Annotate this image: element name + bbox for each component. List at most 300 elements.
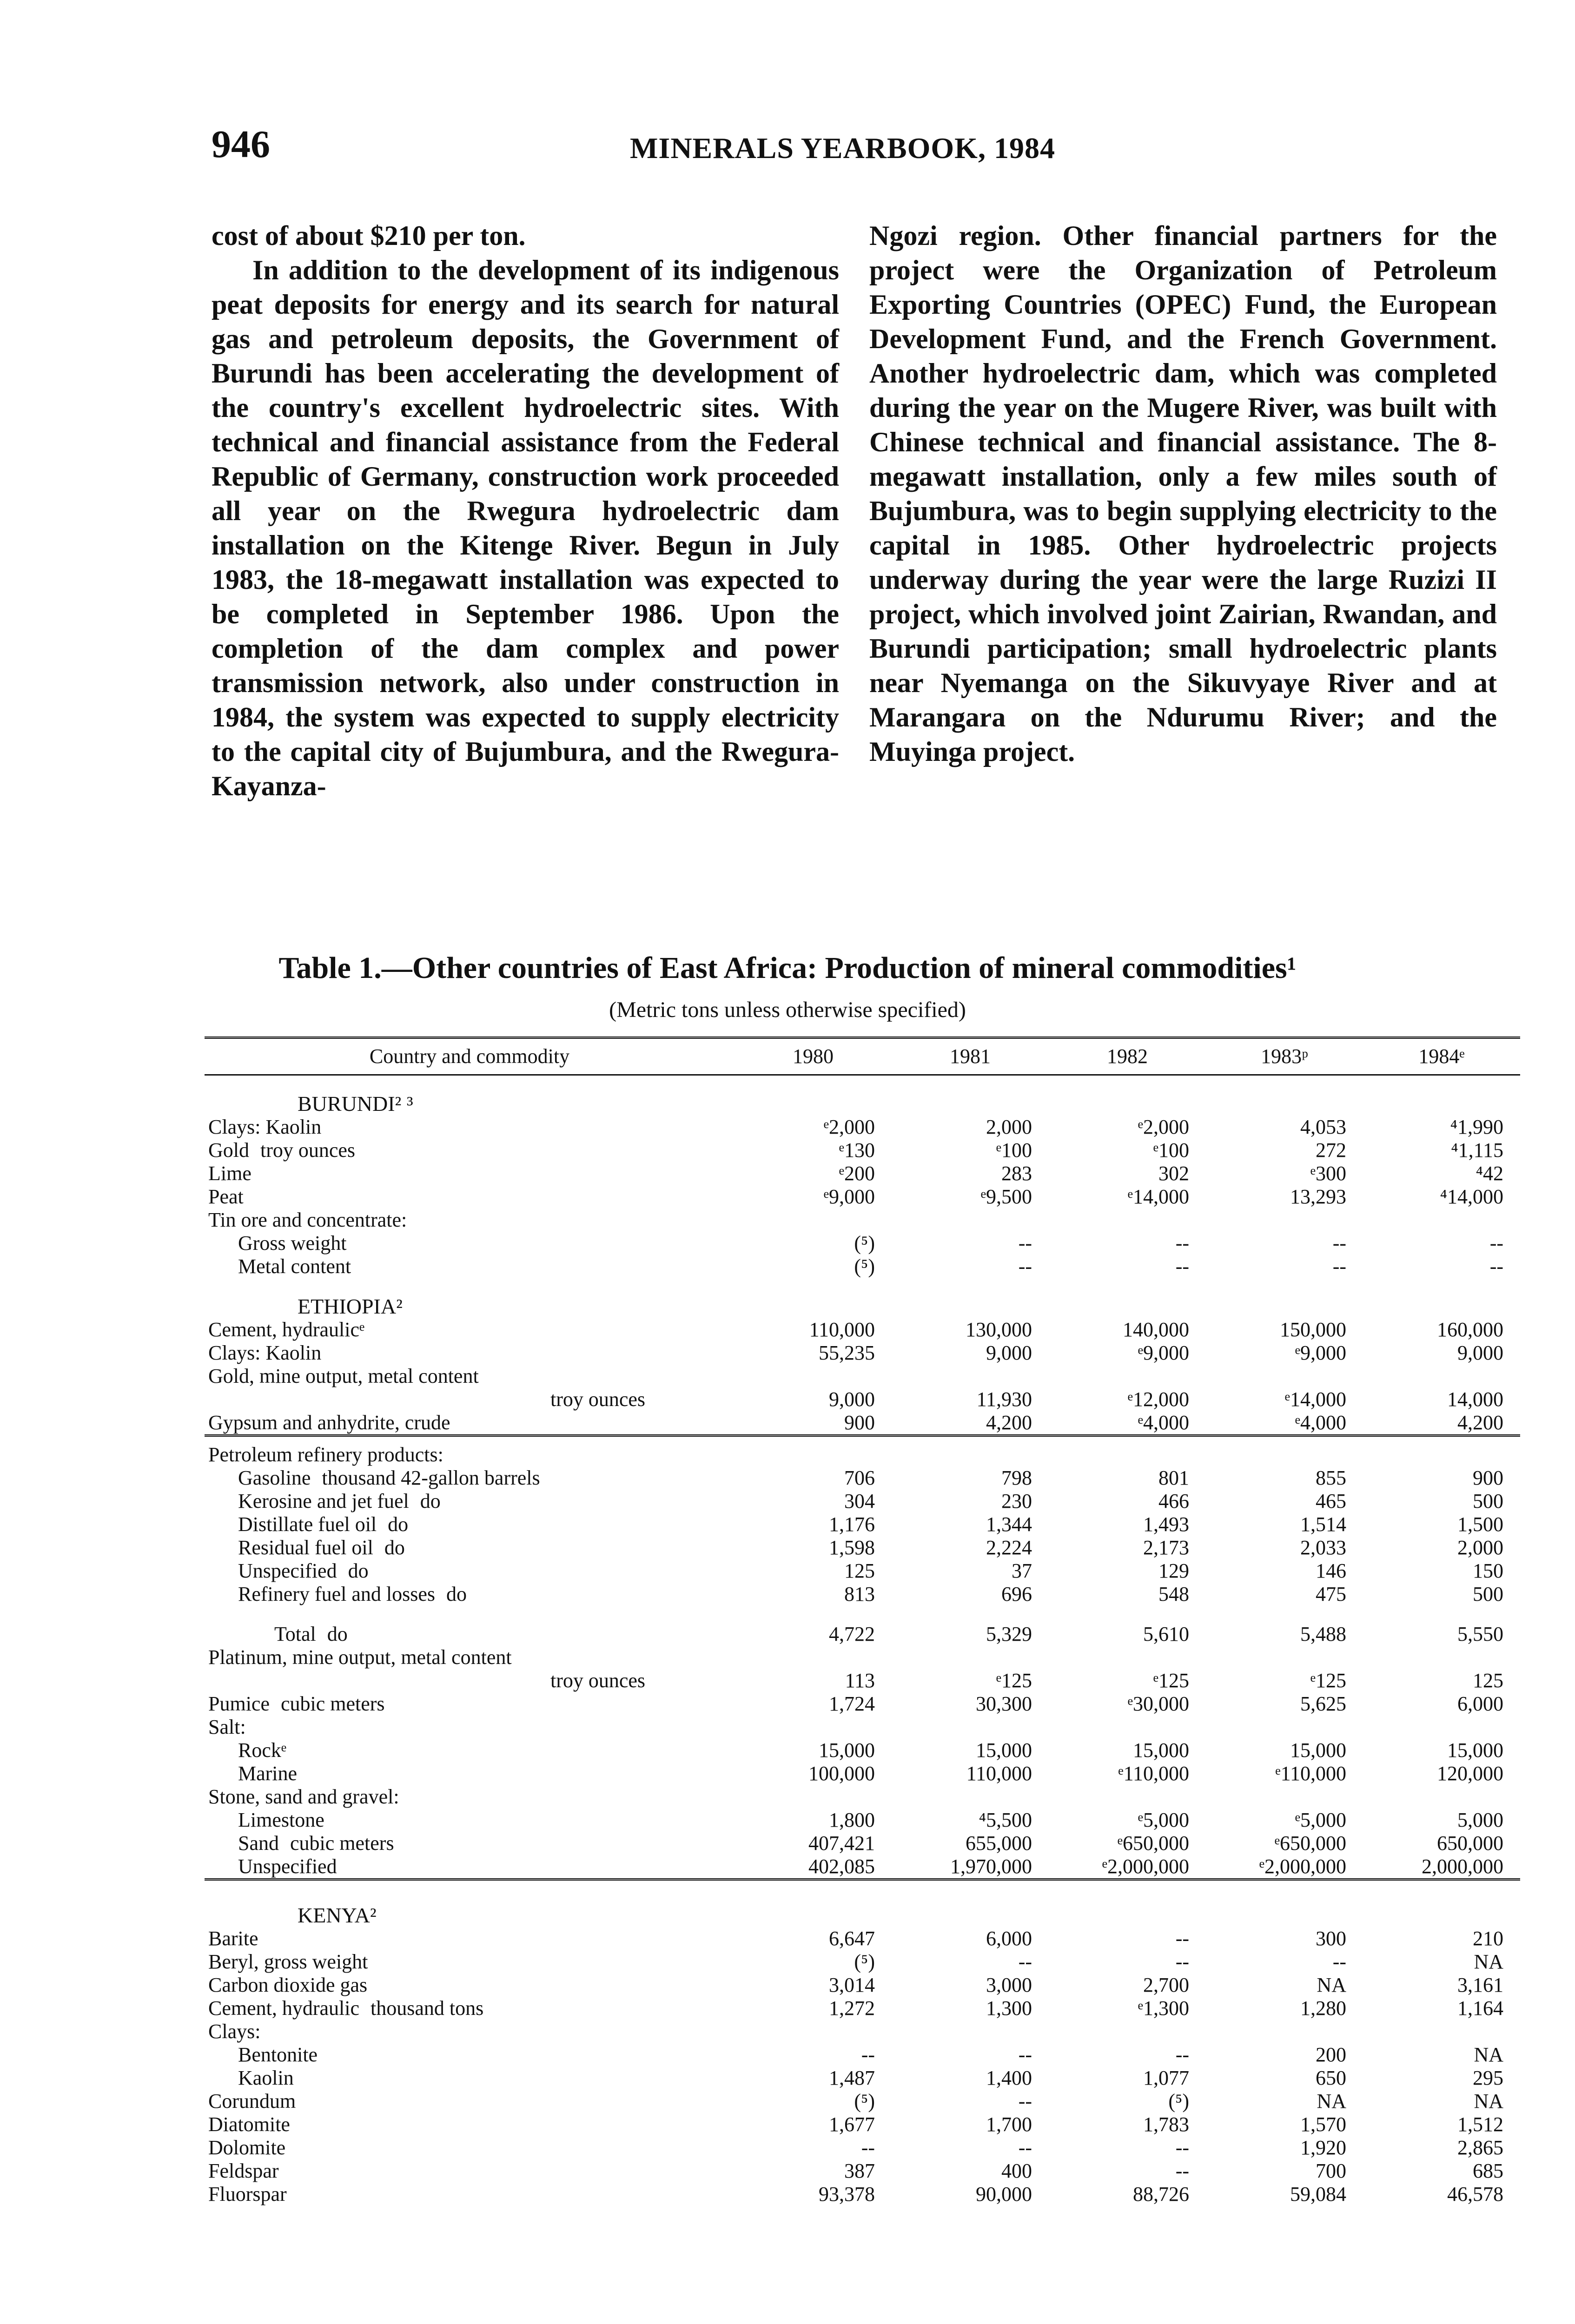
value-cell: 6,647 [829,1927,875,1950]
value-cell: 2,224 [986,1536,1032,1559]
value-cell: 140,000 [1123,1318,1189,1341]
value-cell: ᵉ14,000 [1284,1388,1346,1411]
commodity-label: Unspecified [238,1855,337,1878]
value-cell: ⁴42 [1476,1162,1503,1185]
commodity-label: Gross weight [238,1232,347,1254]
commodity-cell [205,1809,735,1832]
value-cell: 15,000 [1447,1739,1503,1762]
value-cell: 798 [1001,1466,1032,1489]
commodity-cell [205,1739,735,1762]
table-row [205,1809,1520,1832]
table-body [205,1075,1520,2206]
commodity-cell [205,1116,735,1139]
commodity-cell [205,2090,735,2113]
value-cell: 402,085 [808,1855,875,1878]
unit-label: thousand 42-gallon barrels [322,1466,540,1489]
group-heading-row [205,1785,1520,1809]
running-title: MINERALS YEARBOOK, 1984 [630,132,1055,165]
table-row [205,1466,1520,1490]
value-cell: -- [1175,2136,1189,2159]
table-row [205,1318,1520,1341]
value-cell: -- [1018,2090,1032,2113]
commodity-cell [205,1927,735,1950]
value-cell: NA [1474,2043,1503,2066]
value-cell: NA [1317,2090,1346,2113]
value-cell: ᵉ2,000 [823,1116,875,1138]
commodity-label: Sand [238,1832,279,1855]
value-cell: 855 [1316,1466,1346,1489]
value-cell: 1,570 [1300,2113,1346,2136]
value-cell: 15,000 [819,1739,875,1762]
country-name: ETHIOPIA² [298,1294,403,1318]
value-cell: 5,610 [1143,1623,1189,1645]
commodity-label: Limestone [238,1809,324,1831]
value-cell: -- [1018,2136,1032,2159]
commodity-label: Carbon dioxide gas [208,1974,368,1996]
value-cell: 685 [1473,2159,1503,2182]
paragraph: Ngozi region. Other financial partners for the project were the Organization of Petroleum Exporting Countries (OPEC) Fund, the European Development Fund, and the French Government. Another hydroelectric dam, which was completed during the year on the Mugere River, was built with Chinese technical and financial assistance. The 8-megawatt installation, only a few miles south of Bujumbura, was to begin supplying electricity to the capital in 1985. Other hydroelectric projects underway during the year were the large Ruzizi II project, which involved joint Zairian, Rwandan, and Burundi participation; small hydroelectric plants near Nyemanga on the Sikuvyaye River and at Marangara on the Ndurumu River; and the Muyinga project. [869,220,1497,767]
table-row [205,1855,1520,1880]
commodity-label: Diatomite [208,2113,290,2136]
commodity-label: Cement, hydraulic [208,1997,360,2020]
value-cell: ᵉ650,000 [1117,1832,1189,1855]
commodity-label: Kerosine and jet fuel [238,1490,409,1512]
value-cell: 5,000 [1457,1809,1503,1831]
group-heading-row [205,1443,1520,1466]
commodity-cell [205,1255,735,1278]
value-cell: 655,000 [966,1832,1032,1855]
table-row [205,1139,1520,1162]
value-cell: 2,000 [1457,1536,1503,1559]
group-heading-row [205,2020,1520,2043]
commodity-cell [205,1162,735,1185]
value-cell: 93,378 [819,2183,875,2205]
value-cell: 150,000 [1280,1318,1346,1341]
value-cell: 129 [1158,1559,1189,1582]
value-cell: -- [1175,1927,1189,1950]
value-cell: 500 [1473,1583,1503,1605]
value-cell: 2,700 [1143,1974,1189,1996]
commodity-label: Residual fuel oil [238,1536,373,1559]
commodity-cell [205,1466,735,1490]
value-cell: 46,578 [1447,2183,1503,2205]
value-cell: 3,014 [829,1974,875,1996]
value-cell: 1,487 [829,2067,875,2089]
value-cell: ᵉ125 [1153,1669,1189,1692]
value-cell: (⁵) [854,1950,875,1973]
commodity-cell [205,1536,735,1559]
commodity-cell [205,2067,735,2090]
commodity-cell [205,1185,735,1208]
commodity-cell [205,1513,735,1536]
table-row [205,2136,1520,2159]
value-cell: ᵉ100 [1153,1139,1189,1162]
table-row [205,1411,1520,1436]
value-cell: 210 [1473,1927,1503,1950]
commodity-label: Beryl, gross weight [208,1950,368,1973]
commodity-label: Gypsum and anhydrite, crude [208,1411,450,1434]
value-cell: 900 [1473,1466,1503,1489]
commodity-cell [205,1411,735,1436]
group-heading-row [205,1208,1520,1232]
value-cell: 466 [1158,1490,1189,1512]
value-cell: 1,970,000 [950,1855,1032,1878]
country-heading-row [205,1278,1520,1318]
country-name: BURUNDI² ³ [298,1092,413,1116]
commodity-cell [205,2113,735,2136]
value-cell: -- [1489,1232,1503,1254]
value-cell: 475 [1316,1583,1346,1605]
commodity-label: Lime [208,1162,251,1185]
unit-label: troy ounces [550,1669,646,1692]
value-cell: 300 [1316,1927,1346,1950]
table-title: Table 1.—Other countries of East Africa: Production of mineral commodities¹ [278,951,1297,985]
group-heading: Tin ore and concentrate: [208,1208,407,1231]
commodity-cell [205,1623,735,1646]
value-cell: -- [1332,1232,1346,1254]
value-cell: -- [1489,1255,1503,1278]
value-cell: 2,033 [1300,1536,1346,1559]
value-cell: ᵉ2,000 [1138,1116,1189,1138]
value-cell: 4,053 [1300,1116,1346,1138]
group-heading: Gold, mine output, metal content [208,1365,479,1387]
value-cell: 3,161 [1457,1974,1503,1996]
value-cell: 1,800 [829,1809,875,1831]
column-header: 1982 [1049,1038,1206,1075]
value-cell: 1,920 [1300,2136,1346,2159]
value-cell: 9,000 [1457,1341,1503,1364]
value-cell: (⁵) [854,1232,875,1254]
commodity-label: Feldspar [208,2159,279,2182]
value-cell: 1,598 [829,1536,875,1559]
value-cell: ᵉ14,000 [1127,1185,1189,1208]
table-row [205,2090,1520,2113]
value-cell: 9,000 [986,1341,1032,1364]
section-divider [205,1436,1520,1444]
value-cell: 1,176 [829,1513,875,1536]
table-row [205,1950,1520,1974]
page-number: 946 [212,123,270,166]
value-cell: (⁵) [854,1255,875,1278]
country-heading-row [205,1887,1520,1927]
value-cell: 1,700 [986,2113,1032,2136]
unit-label: thousand tons [371,1997,484,2020]
value-cell: 1,677 [829,2113,875,2136]
value-cell: 9,000 [829,1388,875,1411]
value-cell: ᵉ30,000 [1127,1692,1189,1715]
value-cell: 1,344 [986,1513,1032,1536]
value-cell: 90,000 [976,2183,1032,2205]
value-cell: -- [1018,1950,1032,1973]
value-cell: -- [1332,1255,1346,1278]
value-cell: 6,000 [1457,1692,1503,1715]
commodity-cell [205,1232,735,1255]
value-cell: -- [1175,1255,1189,1278]
value-cell: 1,400 [986,2067,1032,2089]
value-cell: ᵉ5,000 [1295,1809,1346,1831]
commodity-cell [205,1997,735,2020]
value-cell: 5,625 [1300,1692,1346,1715]
value-cell: -- [861,2043,875,2066]
commodity-label: Gold [208,1139,249,1162]
value-cell: ᵉ1,300 [1138,1997,1189,2020]
commodity-label: Total [274,1623,316,1645]
table-row [205,2113,1520,2136]
value-cell: 1,493 [1143,1513,1189,1536]
value-cell: -- [1175,2043,1189,2066]
unit-label: do [446,1583,467,1605]
value-cell: 900 [844,1411,875,1434]
commodity-label: Peat [208,1185,244,1208]
value-cell: 125 [844,1559,875,1582]
column-header: 1980 [735,1038,892,1075]
value-cell: 813 [844,1583,875,1605]
value-cell: ⁴14,000 [1440,1185,1503,1208]
value-cell: ⁴5,500 [979,1809,1032,1831]
value-cell: 120,000 [1437,1762,1503,1785]
table-row [205,1116,1520,1139]
unit-label: cubic meters [290,1832,394,1855]
commodity-label: Marine [238,1762,298,1785]
value-cell: ᵉ110,000 [1118,1762,1189,1785]
value-cell: 1,512 [1457,2113,1503,2136]
table-row [205,2183,1520,2206]
value-cell: 110,000 [966,1762,1032,1785]
value-cell: -- [1018,1232,1032,1254]
value-cell: 1,783 [1143,2113,1189,2136]
value-cell: 146 [1316,1559,1346,1582]
value-cell: 2,865 [1457,2136,1503,2159]
commodity-cell [205,1139,735,1162]
commodity-label: Fluorspar [208,2183,287,2205]
value-cell: 1,280 [1300,1997,1346,2020]
value-cell: 130,000 [966,1318,1032,1341]
paragraph: cost of about $210 per ton. [212,220,526,251]
country-name: KENYA² [298,1903,377,1927]
value-cell: 283 [1001,1162,1032,1185]
commodity-cell [205,1692,735,1716]
group-heading: Stone, sand and gravel: [208,1785,399,1808]
value-cell: -- [1175,1232,1189,1254]
value-cell: 387 [844,2159,875,2182]
unit-label: do [420,1490,441,1512]
value-cell: 2,000 [986,1116,1032,1138]
table-subtitle: (Metric tons unless otherwise specified) [609,997,966,1022]
table-row [205,1162,1520,1185]
table-row [205,1997,1520,2020]
value-cell: (⁵) [1168,2090,1189,2113]
value-cell: 37 [1012,1559,1032,1582]
value-cell: 88,726 [1133,2183,1189,2205]
value-cell: ᵉ125 [1310,1669,1346,1692]
value-cell: ᵉ9,000 [1295,1341,1346,1364]
table-row [205,1341,1520,1365]
unit-label: troy ounces [550,1388,646,1411]
table-row [205,1762,1520,1785]
table-row [205,1513,1520,1536]
commodity-cell [205,1341,735,1365]
value-cell: 150 [1473,1559,1503,1582]
commodity-label: Rockᵉ [238,1739,287,1762]
commodity-cell [205,2136,735,2159]
value-cell: 13,293 [1290,1185,1346,1208]
table-row [205,1927,1520,1950]
value-cell: 5,488 [1300,1623,1346,1645]
group-heading-row [205,1365,1520,1388]
value-cell: 1,500 [1457,1513,1503,1536]
group-heading-row [205,1646,1520,1669]
divider-cell [205,1880,1520,1888]
commodity-cell [205,1832,735,1855]
commodity-label: Pumice [208,1692,270,1715]
value-cell: 125 [1473,1669,1503,1692]
column-header: Country and commodity [205,1038,735,1075]
value-cell: 1,724 [829,1692,875,1715]
table-row [205,1388,1520,1411]
value-cell: 6,000 [986,1927,1032,1950]
text-column-right [869,218,1497,769]
commodity-label: Dolomite [208,2136,286,2159]
unit-label: cubic meters [280,1692,385,1715]
value-cell: NA [1474,2090,1503,2113]
commodity-label: Kaolin [238,2067,294,2089]
value-cell: 160,000 [1437,1318,1503,1341]
text-column-left [212,218,839,803]
value-cell: 1,514 [1300,1513,1346,1536]
value-cell: 272 [1316,1139,1346,1162]
commodity-label: Distillate fuel oil [238,1513,377,1536]
value-cell: 110,000 [809,1318,875,1341]
value-cell: NA [1317,1974,1346,1996]
value-cell: 801 [1158,1466,1189,1489]
table-row [205,1739,1520,1762]
value-cell: 400 [1001,2159,1032,2182]
table-header-row [205,1038,1520,1075]
value-cell: 4,200 [1457,1411,1503,1434]
commodity-label: Clays: Kaolin [208,1116,322,1138]
value-cell: 650,000 [1437,1832,1503,1855]
commodity-label: Unspecified [238,1559,337,1582]
commodity-cell [205,1950,735,1974]
value-cell: 548 [1158,1583,1189,1605]
spacer-row [205,1606,1520,1623]
column-header: 1981 [892,1038,1049,1075]
value-cell: 14,000 [1447,1388,1503,1411]
column-header: 1983ᵖ [1206,1038,1363,1075]
value-cell: 465 [1316,1490,1346,1512]
value-cell: 407,421 [808,1832,875,1855]
value-cell: 700 [1316,2159,1346,2182]
unit-label: do [348,1559,369,1582]
value-cell: 696 [1001,1583,1032,1605]
table-row [205,1832,1520,1855]
table-row [205,1623,1520,1646]
value-cell: 230 [1001,1490,1032,1512]
value-cell: 1,272 [829,1997,875,2020]
commodity-cell [205,2043,735,2067]
value-cell: -- [1332,1950,1346,1973]
country-heading-row [205,1075,1520,1116]
table-row [205,2159,1520,2183]
page-header [212,122,1095,173]
paragraph: In addition to the development of its indigenous peat deposits for energy and its search for natural gas and petroleum deposits, the Government of Burundi has been accelerating the development of the country's excellent hydroelectric sites. With technical and financial assistance from the Federal Republic of Germany, construction work proceeded all year on the Rwegura hydroelectric dam installation on the Kitenge River. Begun in July 1983, the 18-megawatt installation was expected to be completed in September 1986. Upon the completion of the dam complex and power transmission network, also under construction in 1984, the system was expected to supply electricity to the capital city of Bujumbura, and the Rwegura-Kayanza- [212,255,839,801]
value-cell: ᵉ300 [1310,1162,1346,1185]
commodity-cell [205,2159,735,2183]
value-cell: 650 [1316,2067,1346,2089]
unit-label: do [388,1513,409,1536]
value-cell: 304 [844,1490,875,1512]
value-cell: -- [1018,1255,1032,1278]
value-cell: 113 [845,1669,875,1692]
value-cell: -- [1175,2159,1189,2182]
commodity-cell [205,1855,735,1880]
value-cell: 4,722 [829,1623,875,1645]
value-cell: 500 [1473,1490,1503,1512]
value-cell: ᵉ5,000 [1138,1809,1189,1831]
value-cell: 2,000,000 [1422,1855,1503,1878]
value-cell: ᵉ2,000,000 [1259,1855,1346,1878]
value-cell: ᵉ9,500 [980,1185,1032,1208]
value-cell: ᵉ4,000 [1138,1411,1189,1434]
group-heading-row [205,1716,1520,1739]
table-row [205,1185,1520,1208]
commodity-cell [205,1490,735,1513]
group-heading: Clays: [208,2020,261,2043]
commodity-cell [205,1559,735,1583]
value-cell: 15,000 [1133,1739,1189,1762]
commodity-label: Refinery fuel and losses [238,1583,435,1605]
value-cell: -- [1175,1950,1189,1973]
commodity-label: Cement, hydraulicᵉ [208,1318,365,1341]
value-cell: -- [1018,2043,1032,2066]
value-cell: (⁵) [854,2090,875,2113]
value-cell: 3,000 [986,1974,1032,1996]
value-cell: 55,235 [819,1341,875,1364]
value-cell: 1,300 [986,1997,1032,2020]
group-heading: Petroleum refinery products: [208,1443,443,1466]
value-cell: ᵉ130 [839,1139,875,1162]
commodity-label: Gasoline [238,1466,311,1489]
commodity-label: Metal content [238,1255,351,1278]
group-heading: Platinum, mine output, metal content [208,1646,512,1669]
table-row [205,2043,1520,2067]
value-cell: ᵉ650,000 [1274,1832,1346,1855]
value-cell: NA [1474,1950,1503,1973]
table-row [205,1583,1520,1606]
unit-label: do [384,1536,405,1559]
value-cell: 5,329 [986,1623,1032,1645]
value-cell: 59,084 [1290,2183,1346,2205]
commodity-cell [205,1669,735,1692]
value-cell: ᵉ100 [996,1139,1032,1162]
value-cell: ᵉ200 [839,1162,875,1185]
production-table [205,1037,1520,2206]
unit-label: do [327,1623,348,1645]
table-row [205,1490,1520,1513]
divider-cell [205,1436,1520,1444]
value-cell: 706 [844,1466,875,1489]
column-header: 1984ᵉ [1363,1038,1520,1075]
table-row [205,1669,1520,1692]
value-cell: ᵉ12,000 [1127,1388,1189,1411]
commodity-cell [205,1583,735,1606]
section-divider [205,1880,1520,1888]
value-cell: 302 [1158,1162,1189,1185]
table-row [205,1974,1520,1997]
value-cell: 30,300 [976,1692,1032,1715]
value-cell: ⁴1,115 [1451,1139,1503,1162]
value-cell: ᵉ2,000,000 [1102,1855,1189,1878]
